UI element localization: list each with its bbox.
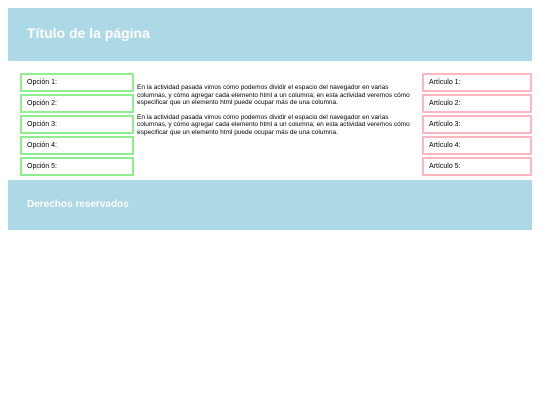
article-item-4[interactable]: Artículo 4:	[422, 136, 532, 155]
nav-option-2[interactable]: Opción 2:	[20, 94, 134, 113]
article-item-5[interactable]: Artículo 5:	[422, 157, 532, 176]
main-content	[137, 84, 417, 144]
main-paragraph-2: En la actividad pasada vimos cómo podemos dividir el espacio del navegador en varias columnas, y cómo agregar cada elemento html a un columna; en esta actividad veremos cómo especificar que un elemento html puede ocupar más de una columna.	[137, 113, 410, 136]
options-nav	[20, 73, 132, 178]
articles-sidebar	[422, 73, 530, 178]
nav-option-4[interactable]: Opción 4:	[20, 136, 134, 155]
nav-option-3[interactable]: Opción 3:	[20, 115, 134, 134]
article-item-2[interactable]: Artículo 2:	[422, 94, 532, 113]
article-item-3[interactable]: Artículo 3:	[422, 115, 532, 134]
page-footer	[8, 180, 532, 230]
page-header	[8, 8, 532, 61]
main-paragraph-1: En la actividad pasada vimos cómo podemos dividir el espacio del navegador en varias columnas, y cómo agregar cada elemento html a un columna; en esta actividad veremos cómo especificar que un elemento html puede ocupar más de una columna.	[137, 84, 410, 107]
nav-option-1[interactable]: Opción 1:	[20, 73, 134, 92]
nav-option-5[interactable]: Opción 5:	[20, 157, 134, 176]
page-title: Título de la página	[27, 25, 150, 41]
article-item-1[interactable]: Artículo 1:	[422, 73, 532, 92]
footer-text: Derechos reservados	[27, 199, 129, 210]
